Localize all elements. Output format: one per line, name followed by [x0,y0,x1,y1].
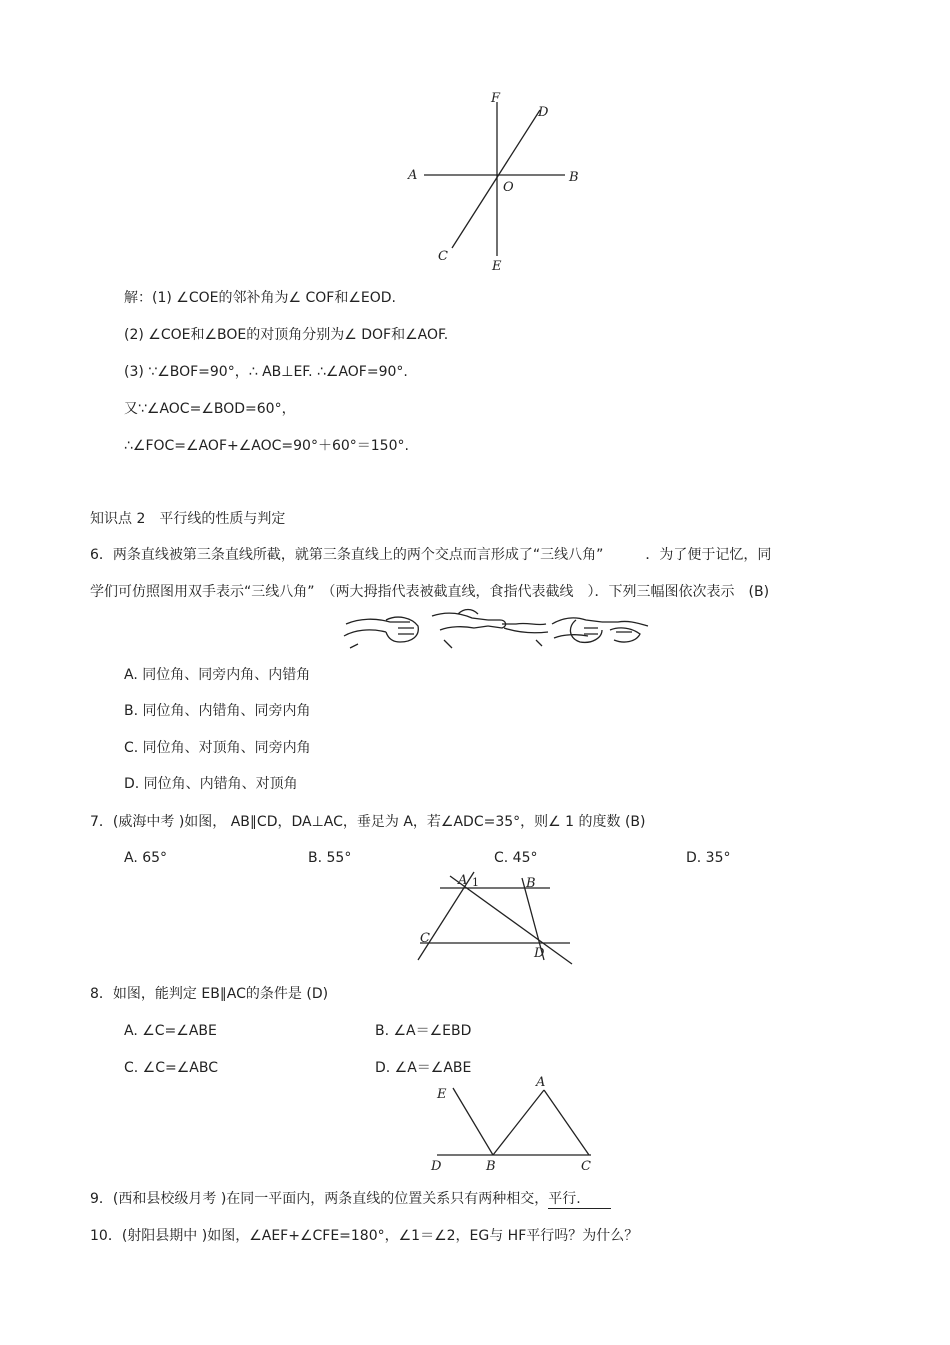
q8-option-b: B. ∠A＝∠EBD [375,1023,472,1039]
q6-option-d: D. 同位角、内错角、对顶角 [124,776,298,792]
label-b: B [526,876,536,891]
label-c: C [438,249,448,264]
figure-q7 [410,868,580,968]
q7-option-c: C. 45° [494,850,538,866]
label-1: 1 [472,876,479,889]
q6-option-b: B. 同位角、内错角、同旁内角 [124,703,311,719]
label-c: C [581,1159,591,1174]
q7-stem: 7．(威海中考 )如图， AB∥CD，DA⊥AC，垂足为 A，若∠ADC=35°，则∠ 1 的度数 (B) [90,814,646,830]
q10-stem: 10．(射阳县期中 )如图，∠AEF+∠CFE=180°，∠1＝∠2，EG与 HF平行吗？为什么？ [90,1228,639,1244]
q8-option-a: A. ∠C=∠ABE [124,1023,217,1039]
solution-line-4: 又∵∠AOC=∠BOD=60°， [124,401,296,417]
q6-option-c: C. 同位角、对顶角、同旁内角 [124,740,311,756]
label-c: C [420,931,430,946]
figure-intersecting-lines [400,88,590,278]
line-ad [450,876,572,964]
q9-stem: 9．(西和县校级月考 )在同一平面内，两条直线的位置关系只有两种相交， [90,1191,549,1207]
line-cd [452,110,540,248]
section-title: 知识点 2 平行线的性质与判定 [90,511,286,527]
q9-answer-blank: 平行. [548,1190,610,1209]
q7-option-b: B. 55° [308,850,352,866]
q8-option-d: D. ∠A＝∠ABE [375,1060,472,1076]
q7-option-a: A. 65° [124,850,168,866]
hand-pair-1 [344,617,418,648]
line-eb [453,1088,493,1155]
solution-line-3: (3) ∵∠BOF=90°，∴ AB⊥EF. ∴∠AOF=90°. [124,364,408,380]
q6-line-2: 学们可仿照图用双手表示“三线八角” （两大拇指代表被截直线，食指代表截线 ）．下列三幅图依次表示 (B) [90,584,770,600]
solution-line-2: (2) ∠COE和∠BOE的对顶角分别为∠ DOF和∠AOF. [124,327,449,343]
line-ac [544,1090,589,1155]
q8-stem: 8．如图，能判定 EB∥AC的条件是 (D) [90,986,329,1002]
hand-pair-3 [552,618,648,642]
label-d: D [538,105,549,120]
label-a: A [536,1075,546,1090]
label-b: B [486,1159,496,1174]
q7-option-d: D. 35° [686,850,731,866]
q6-line-1: 6．两条直线被第三条直线所截，就第三条直线上的两个交点而言形成了“三线八角” ．为了便于记忆，同 [90,547,772,563]
line-ba [493,1090,544,1155]
label-e: E [492,259,502,274]
q9-line [90,1190,611,1209]
hand-pair-2 [432,610,548,649]
label-d: D [431,1159,442,1174]
label-e: E [437,1087,447,1102]
q8-option-c: C. ∠C=∠ABC [124,1060,218,1076]
label-a: A [458,873,468,888]
hands-illustration [340,604,655,650]
label-b: B [569,170,579,185]
label-d: D [534,946,545,961]
q6-option-a: A. 同位角、同旁内角、内错角 [124,667,311,683]
solution-line-5: ∴∠FOC=∠AOF+∠AOC=90°＋60°＝150°. [124,438,409,454]
label-a: A [408,168,418,183]
label-f: F [491,91,501,106]
label-o: O [503,180,514,195]
figure-q8 [425,1072,605,1174]
solution-line-1: 解：(1) ∠COE的邻补角为∠ COF和∠EOD. [124,290,396,306]
